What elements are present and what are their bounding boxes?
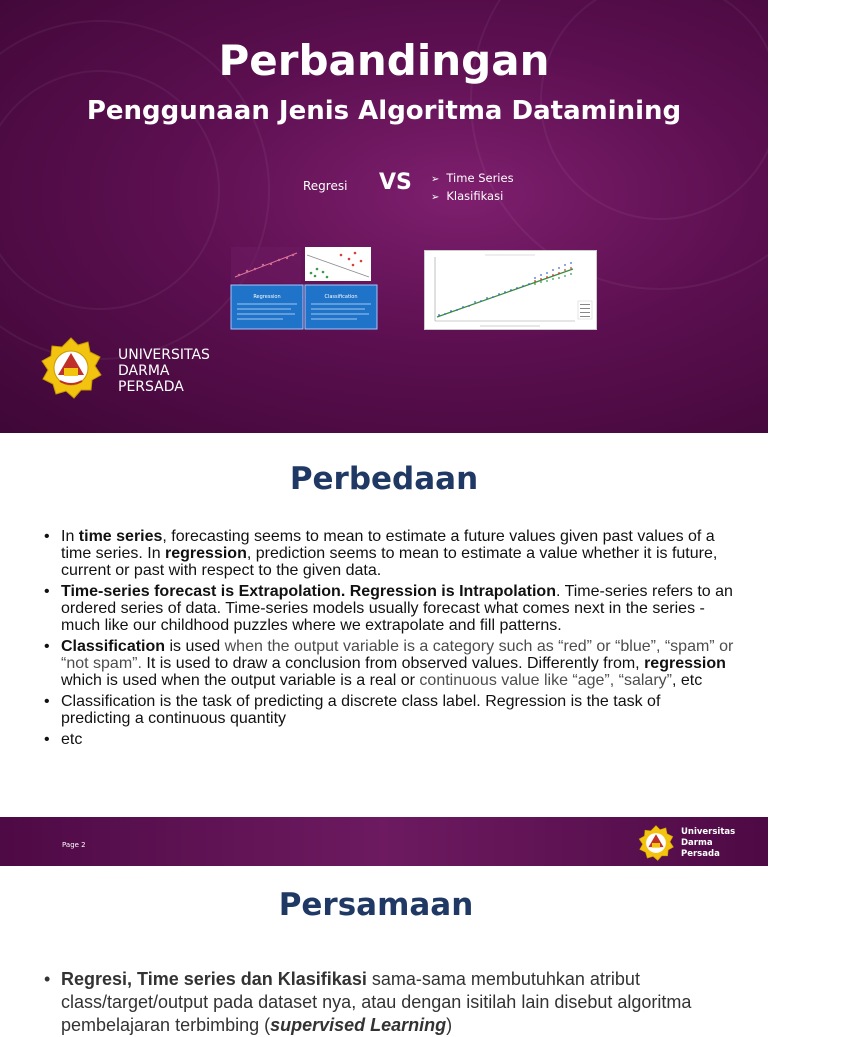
- list-item: ➢ Klasifikasi: [431, 188, 514, 206]
- regression-classification-illustration: [231, 247, 377, 329]
- list-item: • Classification is the task of predicting a discrete class label. Regression is the task of predicting a continuous quantity: [44, 693, 734, 727]
- university-name-line: UNIVERSITAS: [118, 347, 210, 363]
- bullet-list: [44, 968, 704, 1037]
- footer-university-name: [681, 827, 735, 860]
- list-item: • Classification is used when the output variable is a category such as “red” or “blue”, “spam” or “not spam”. It is used to draw a conclusion from observed values. Differently from, regression which is used when the output variable is a real or continuous value like “age”, “salary”, etc: [44, 638, 734, 689]
- illustration-label-classification: Classification: [324, 294, 358, 300]
- title-slide: [0, 0, 768, 433]
- bullet-list: [44, 528, 734, 752]
- slide-footer: [0, 817, 768, 866]
- slide-heading: Persamaan: [278, 887, 474, 923]
- list-item: • Regresi, Time series dan Klasifikasi sama-sama membutuhkan atribut class/target/output pada dataset nya, atau dengan isitilah lain disebut algoritma pembelajaran terbimbing (supervised Learning): [44, 968, 704, 1037]
- university-name: [118, 347, 210, 395]
- time-series-graphic: [425, 251, 596, 329]
- list-item: • Time-series forecast is Extrapolation. Regression is Intrapolation. Time-series refers to an ordered series of data. Time-series models usually forecast what comes next in the series - much like our childhood puzzles where we extrapolate and fill patterns.: [44, 583, 734, 634]
- slide-heading: Perbedaan: [289, 461, 479, 497]
- comparison-list: [431, 170, 514, 206]
- perbedaan-slide: [0, 433, 768, 868]
- slide-title: Perbandingan: [218, 36, 550, 85]
- page-number: Page 2: [62, 841, 86, 849]
- footer-university-line: Persada: [681, 849, 720, 859]
- university-name-line: PERSADA: [118, 379, 184, 395]
- illustration-graphic: [231, 247, 377, 329]
- illustration-label-regression: Regression: [253, 294, 281, 300]
- footer-university-line: Darma: [681, 838, 713, 848]
- list-item: • etc: [44, 731, 734, 748]
- list-item: ➢ Time Series: [431, 170, 514, 188]
- university-name-line: DARMA: [118, 363, 170, 379]
- time-series-chart-illustration: [424, 250, 597, 330]
- regresi-label: Regresi: [303, 179, 348, 193]
- footer-logo-icon: [638, 825, 674, 861]
- university-logo-icon: [40, 337, 102, 399]
- list-item: • In time series, forecasting seems to mean to estimate a future values given past values of a time series. In regression, prediction seems to mean to estimate a value whether it is future, current or past with respect to the given data.: [44, 528, 734, 579]
- persamaan-slide: [0, 868, 768, 1035]
- footer-university-line: Universitas: [681, 827, 736, 837]
- slide-subtitle: Penggunaan Jenis Algoritma Datamining: [86, 96, 682, 126]
- vs-label: VS: [379, 170, 412, 195]
